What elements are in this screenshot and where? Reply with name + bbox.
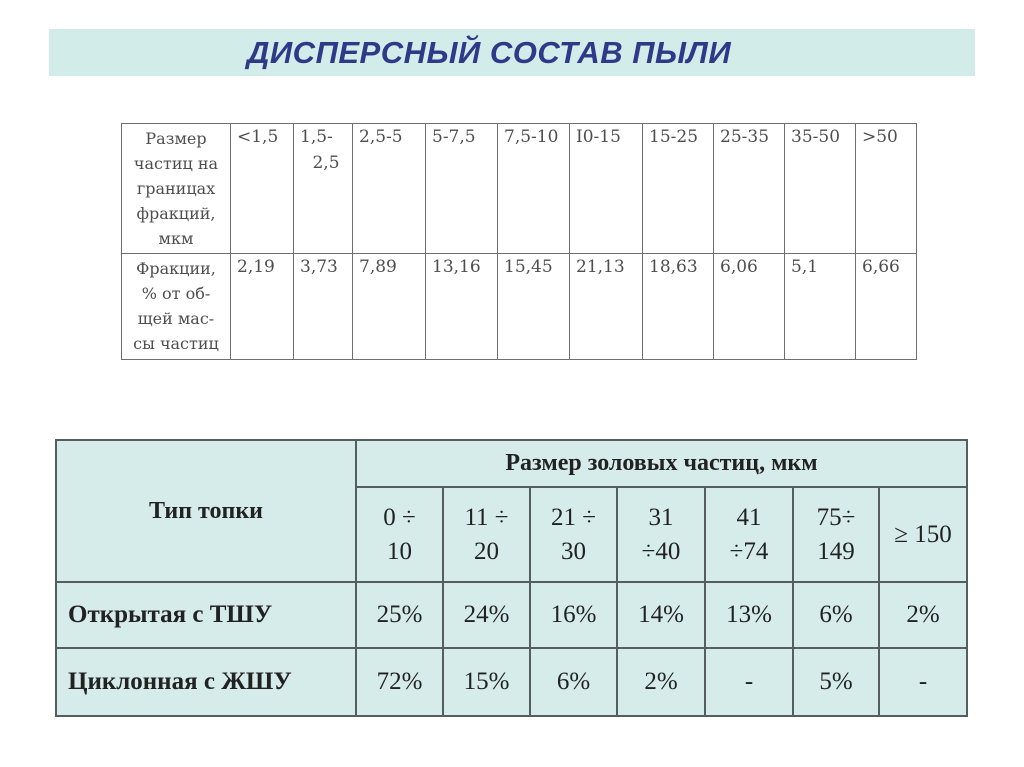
size-row-label-line: Размер [145,129,207,148]
fraction-value: 15,45 [504,257,553,277]
size-range-cell [705,487,793,582]
percent-cell [530,648,617,716]
size-value: 5-7,5 [432,127,476,147]
percent-cell [617,648,705,716]
fraction-cell [498,254,570,360]
size-range-line: 20 [474,537,499,565]
size-range-line: ÷40 [641,537,681,565]
percent-cell [356,582,443,648]
size-value: 2,5-5 [359,127,403,147]
furnace-type-cyclone [56,648,356,716]
size-cell [231,124,294,254]
size-range-cell [879,487,967,582]
fraction-row-label-line: Фракции, [136,259,216,278]
size-range-line: 149 [817,537,855,565]
size-cell [498,124,570,254]
percent-value: 72% [376,668,423,695]
size-range-line: 21 ÷ [551,503,596,531]
fraction-cell [570,254,643,360]
percent-cell [879,582,967,648]
size-range-cell [356,487,443,582]
percent-cell [793,648,879,716]
fraction-cell [231,254,294,360]
furnace-type-open [56,582,356,648]
size-row-label-line: границах [136,179,216,198]
particle-size-header [356,440,967,487]
size-cell [643,124,714,254]
fraction-value: 3,73 [300,257,338,277]
page-title: ДИСПЕРСНЫЙ СОСТАВ ПЫЛИ [247,34,732,70]
fraction-cell [353,254,426,360]
size-cell [353,124,426,254]
ash-size-table [55,439,968,717]
size-range-line: 41 [736,503,762,531]
size-value: 1,5- [300,127,333,147]
fraction-value: 6,66 [862,257,900,277]
size-range-cell [617,487,705,582]
fraction-cell [714,254,785,360]
percent-value: 24% [463,601,510,628]
percent-value: - [744,668,754,695]
fraction-cell [785,254,856,360]
percent-cell [443,582,530,648]
fraction-cell [856,254,917,360]
size-range-cell [443,487,530,582]
size-value: I0-15 [576,127,621,147]
size-value: 25-35 [720,127,770,147]
percent-cell [356,648,443,716]
size-cell [426,124,498,254]
fraction-value: 18,63 [649,257,698,277]
percent-value: 6% [556,668,591,695]
size-range-cell [793,487,879,582]
percent-value: 14% [638,601,684,628]
size-row-label [122,124,231,254]
furnace-type-header [56,440,356,582]
fraction-cell [426,254,498,360]
fraction-cell [294,254,353,360]
title-bar [49,29,975,76]
fraction-value: 21,13 [576,257,625,277]
percent-value: 13% [726,601,772,628]
size-range-line: ≥ 150 [894,520,952,548]
size-range-line: 11 ÷ [464,503,509,531]
size-value: 15-25 [649,127,699,147]
fraction-cell [643,254,714,360]
fraction-value: 5,1 [791,257,819,277]
size-value: 35-50 [791,127,841,147]
size-value: >50 [862,127,898,147]
size-range-line: 75÷ [816,503,856,531]
size-cell [856,124,917,254]
percent-value: 16% [550,601,597,628]
fraction-value: 7,89 [359,257,397,277]
size-row-label-line: частиц на [133,154,219,173]
size-cell [294,124,353,254]
percent-value: 2% [906,601,940,628]
fraction-value: 6,06 [720,257,758,277]
percent-cell [879,648,967,716]
percent-value: 25% [376,601,423,628]
percent-cell [793,582,879,648]
percent-cell [705,582,793,648]
furnace-type-label: Циклонная с ЖШУ [68,668,292,695]
fraction-value: 13,16 [432,257,481,277]
percent-cell [530,582,617,648]
percent-value: 6% [819,601,853,628]
fraction-value: 2,19 [237,257,275,277]
fraction-row-label-line: щей мас- [137,309,215,328]
particle-size-header-text: Размер золовых частиц, мкм [505,450,818,476]
percent-value: 5% [819,668,853,695]
size-range-line: 31 [648,503,674,531]
size-value: 7,5-10 [504,127,559,147]
size-cell [714,124,785,254]
size-range-cell [530,487,617,582]
size-range-line: 0 ÷ [383,503,416,531]
size-value-line2: 2,5 [312,153,340,173]
dust-fraction-table [121,123,917,360]
percent-cell [443,648,530,716]
fraction-row-label-line: сы частиц [133,334,219,353]
percent-value: 15% [463,668,510,695]
percent-value: 2% [644,668,678,695]
percent-value: - [918,668,928,695]
furnace-type-label: Открытая с ТШУ [68,601,273,628]
size-row-label-line: фракций, [136,204,216,223]
size-range-line: 30 [561,537,586,565]
percent-cell [705,648,793,716]
size-range-line: ÷74 [729,537,769,565]
fraction-row-label [122,254,231,360]
size-cell [570,124,643,254]
size-range-line: 10 [387,537,412,565]
percent-cell [617,582,705,648]
fraction-row-label-line: % от об- [141,284,211,303]
furnace-type-header-text: Тип топки [148,497,264,524]
size-value: <1,5 [237,127,279,147]
size-row-label-line: мкм [158,229,194,248]
size-cell [785,124,856,254]
